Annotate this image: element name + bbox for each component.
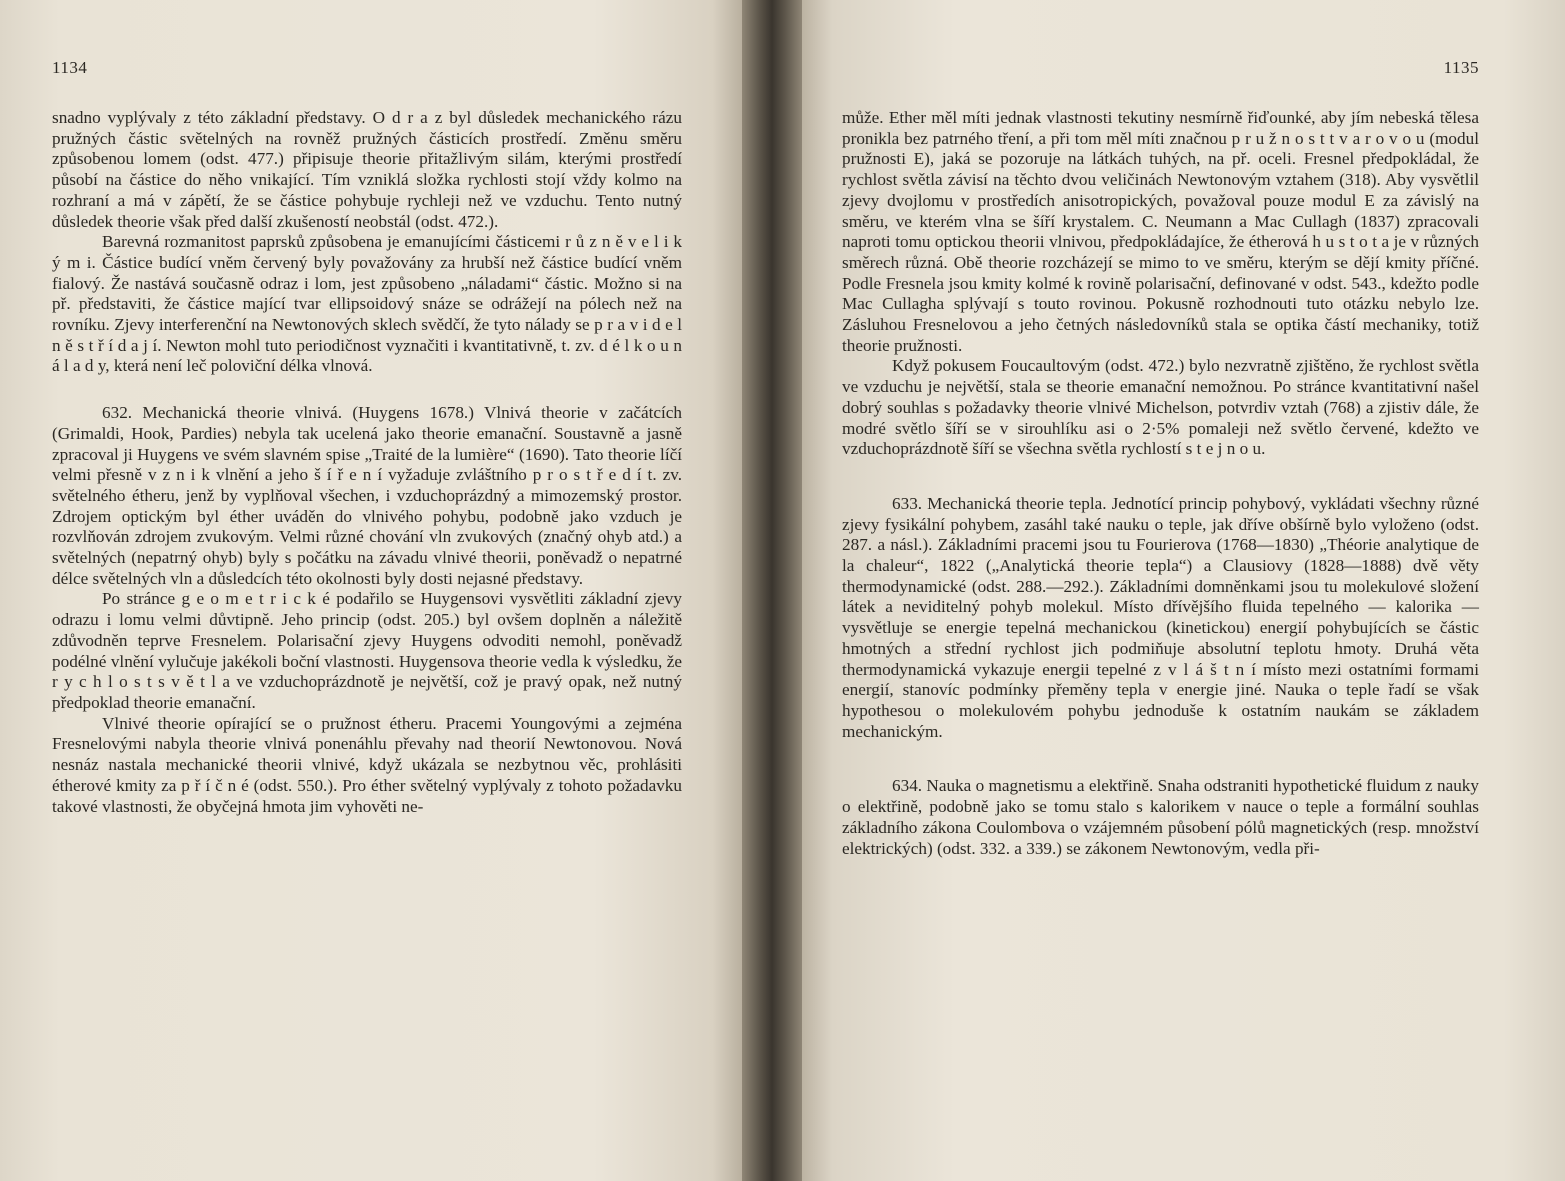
left-paragraph-5: Vlnivé theorie opírající se o pružnost étheru. Pracemi Youngovými a zejména Fresnelovými nabyla theorie vlnivá ponenáhlu převahy nad theorií Newtonovou. Nová nesnáz nastala mechanické theorii vlnivé, když ukázala se nezbytnou věc, prohlásiti étherové kmity za p ř í č n é (odst. 550.). Pro éther světelný vyplývaly z tohoto požadavku takové vlastnosti, že obyčejná hmota jim vyhověti ne- — [52, 713, 682, 816]
right-page-number: 1135 — [1443, 58, 1479, 77]
left-page — [0, 0, 742, 1181]
left-page-number: 1134 — [52, 58, 88, 77]
section-633-paragraph: 633. Mechanická theorie tepla. Jednotící princip pohybový, vykládati všechny různé zjevy fysikální pohybem, zasáhl také nauku o teple, jak dříve obšírně bylo vyloženo (odst. 287. a násl.). Základními pracemi jsou tu Fourierova (1768—1830) „Théorie analytique de la chaleur“, 1822 („Analytická theorie tepla“) a Clausiovy (1828—1888) dvě věty thermodynamické (odst. 288.—292.). Základními domněnkami jsou tu molekulové složení látek a neviditelný pohyb molekul. Místo dřívějšího fluida tepelného — kalorika — vysvětluje se energie tepelná mechanickou (kinetickou) energií pohybujících se částic hmotných a střední rychlost jich podmiňuje absolutní teplotu hmoty. Druhá věta thermodynamická vykazuje energii tepelné z v l á š t n í místo mezi ostatními formami energií, stanovíc podmínky přeměny tepla v energie jiné. Nauka o teple řadí se však hypothesou o molekulovém pohybu jednoduše k ostatním naukám se základem mechanickým. — [842, 493, 1479, 741]
right-paragraph-1: může. Ether měl míti jednak vlastnosti tekutiny nesmírně řiďounké, aby jím nebeská tělesa pronikla bez patrného tření, a při tom měl míti značnou p r u ž n o s t t v a r o v o u (modul pružnosti E), jaká se pozoruje na látkách tuhých, na př. oceli. Fresnel předpokládal, že rychlost světla závisí na těchto dvou veličinách Newtonovým vztahem (318). Aby vysvětlil zjevy dvojlomu v prostředích anisotropických, považoval pouze modul E za závislý na směru, ve kterém vlna se šíří krystalem. C. Neumann a Mac Cullagh (1837) zpracovali naproti tomu optickou theorii vlnivou, předpokládajíce, že étherová h u s t o t a je v různých směrech různá. Obě theorie rozcházejí se mimo to ve směru, kterým se dějí kmity příčné. Podle Fresnela jsou kmity kolmé k rovině polarisační, definované v odst. 543., kdežto podle Mac Cullagha splývají s touto rovinou. Pokusně rozhodnouti tuto otázku nebylo lze. Zásluhou Fresnelovou a jeho četných následovníků stala se optika částí mechaniky, totiž theorie pružnosti. — [842, 108, 1479, 355]
section-632-paragraph: 632. Mechanická theorie vlnivá. (Huygens 1678.) Vlnivá theorie v začátcích (Grimaldi, Hook, Pardies) nebyla tak ucelená jako theorie emanační. Soustavně a jasně zpracoval ji Huygens ve svém slavném spise „Traité de la lumière“ (1690). Tato theorie líčí velmi přesně v z n i k vlnění a jeho š í ř e n í vyžaduje zvláštního p r o s t ř e d í t. zv. světelného étheru, jenž by vyplňoval všechen, i vzduchoprázdný a mimozemský prostor. Zdrojem optickým byl éther uváděn do vlnivého pohybu, podobně jako vzduch je rozvlňován zdrojem zvukovým. Velmi různé chování vln zvukových (značný ohyb atd.) a světelných (nepatrný ohyb) byly s počátku na závadu vlnivé theorii, poněvadž o nepatrné délce světelných vln a důsledcích této okolnosti byly dosti nejasné představy. — [52, 403, 682, 588]
right-page — [802, 0, 1565, 1181]
left-paragraph-1: snadno vyplývaly z této základní představy. O d r a z byl důsledek mechanického rázu pružných částic světelných na rovněž pružných částicích prostředí. Změnu směru způsobenou lomem (odst. 477.) připisuje theorie přitažlivým silám, kterými prostředí působí na částice do něho vnikající. Tím vzniklá složka rychlosti stojí vždy kolmo na rozhraní a má v zápětí, že se částice pohybuje rychleji než ve vzduchu. Tento nutný důsledek theorie však před další zkušeností neobstál (odst. 472.). — [52, 108, 682, 231]
left-paragraph-4: Po stránce g e o m e t r i c k é podařilo se Huygensovi vysvětliti základní zjevy odrazu i lomu velmi důvtipně. Jeho princip (odst. 205.) byl ovšem doplněn a náležitě zdůvodněn teprve Fresnelem. Polarisační zjevy Huygens odvoditi nemohl, poněvadž podélné vlnění vylučuje jakékoli boční vlastnosti. Huygensova theorie vedla k výsledku, že r y c h l o s t s v ě t l a ve vzduchoprázdnotě je největší, což je pravý opak, než nutný předpoklad theorie emanační. — [52, 589, 682, 712]
section-634-paragraph: 634. Nauka o magnetismu a elektřině. Snaha odstraniti hypothetické fluidum z nauky o elektřině, podobně jako se tomu stalo s kalorikem v nauce o teple a formální souhlas základního zákona Coulombova o vzájemném působení pólů magnetických (resp. množství elektrických) (odst. 332. a 339.) se zákonem Newtonovým, vedla při- — [842, 776, 1479, 858]
book-gutter — [742, 0, 802, 1181]
left-paragraph-2: Barevná rozmanitost paprsků způsobena je emanujícími částicemi r ů z n ě v e l i k ý m i. Částice budící vněm červený byly považovány za hrubší než částice budící vněm fialový. Že nastává současně odraz i lom, jest způsobeno „náladami“ částic. Možno si na př. představiti, že částice mající tvar ellipsoidový snáze se odrážejí na pólech než na rovníku. Zjevy interferenční na Newtonových sklech svědčí, že tyto nálady se p r a v i d e l n ě s t ř í d a j í. Newton mohl tuto periodičnost vyznačiti i kvantitativně, t. zv. d é l k o u n á l a d y, která není leč poloviční délka vlnová. — [52, 232, 682, 376]
right-paragraph-2: Když pokusem Foucaultovým (odst. 472.) bylo nezvratně zjištěno, že rychlost světla ve vzduchu je největší, stala se theorie emanační nemožnou. Po stránce kvantitativní našel dobrý souhlas s požadavky theorie vlnivé Michelson, potvrdiv vztah (768) a zjistiv dále, že modré světlo šíří se v sirouhlíku asi o 2·5% pomaleji než světlo červené, kdežto ve vzduchoprázdnotě šíří se všechna světla rychlostí s t e j n o u. — [842, 356, 1479, 459]
